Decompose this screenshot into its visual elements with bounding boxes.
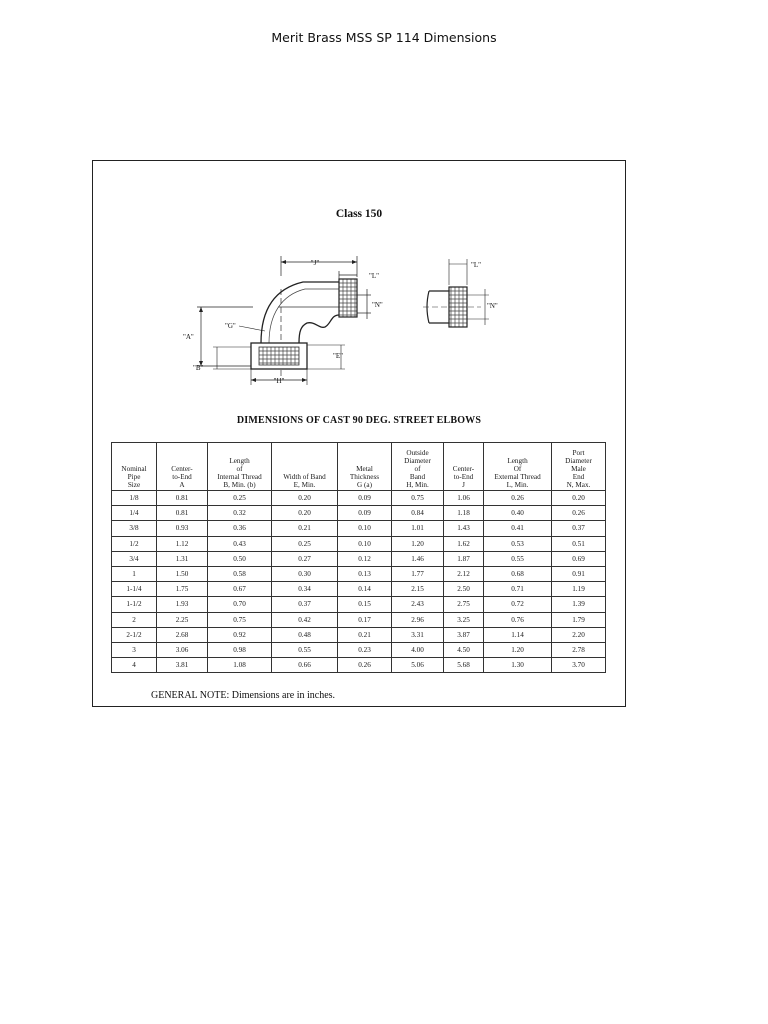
- pipe-size-cell: 1-1/4: [112, 582, 157, 597]
- column-header: [392, 443, 444, 491]
- dimension-cell: 0.69: [552, 551, 606, 566]
- dimension-cell: 0.68: [484, 566, 552, 581]
- dimension-cell: 0.55: [484, 551, 552, 566]
- dimension-cell: 1.75: [157, 582, 208, 597]
- dimension-cell: 0.72: [484, 597, 552, 612]
- table-row: [112, 658, 606, 673]
- dimension-cell: 0.58: [208, 566, 272, 581]
- dimension-cell: 0.21: [272, 521, 338, 536]
- dimension-cell: 0.75: [392, 491, 444, 506]
- column-header-line: Pipe: [127, 473, 141, 481]
- label-n: "N": [372, 301, 383, 309]
- elbow-inner-wall: [299, 315, 339, 343]
- table-row: [112, 551, 606, 566]
- dimension-cell: 2.68: [157, 627, 208, 642]
- dimension-cell: 1.20: [392, 536, 444, 551]
- pipe-size-cell: 1/2: [112, 536, 157, 551]
- dimension-cell: 1.43: [444, 521, 484, 536]
- dimension-cell: 0.34: [272, 582, 338, 597]
- dimensions-table: [111, 442, 606, 673]
- pipe-size-cell: 1-1/2: [112, 597, 157, 612]
- general-note: GENERAL NOTE: Dimensions are in inches.: [151, 690, 336, 701]
- column-header-line: of: [414, 465, 421, 473]
- dimension-cell: 1.06: [444, 491, 484, 506]
- dimension-cell: 0.41: [484, 521, 552, 536]
- column-header-line: Nominal: [121, 465, 147, 473]
- class-title: Class 150: [335, 208, 383, 220]
- dimension-cell: 2.96: [392, 612, 444, 627]
- column-header: [338, 443, 392, 491]
- column-header-line: to-End: [453, 473, 474, 481]
- dimension-cell: 0.70: [208, 597, 272, 612]
- column-header-line: Band: [409, 473, 426, 481]
- column-header-line: Center-: [452, 465, 475, 473]
- dimension-cell: 1.77: [392, 566, 444, 581]
- dimension-cell: 0.14: [338, 582, 392, 597]
- dimension-cell: 0.37: [552, 521, 606, 536]
- table-row: [112, 491, 606, 506]
- column-header-line: Male: [571, 465, 586, 473]
- table-row: [112, 536, 606, 551]
- column-header-line: E, Min.: [293, 481, 316, 489]
- label-n-side: "N": [487, 302, 498, 310]
- dimension-cell: 3.31: [392, 627, 444, 642]
- dimension-cell: 0.21: [338, 627, 392, 642]
- dimension-cell: 4.50: [444, 642, 484, 657]
- street-elbow-diagram: [93, 161, 627, 406]
- pipe-size-cell: 3/8: [112, 521, 157, 536]
- dimension-cell: 3.87: [444, 627, 484, 642]
- dimension-cell: 0.93: [157, 521, 208, 536]
- column-header-line: Thickness: [349, 473, 380, 481]
- column-header-line: B, Min. (b): [223, 481, 256, 489]
- pipe-size-cell: 4: [112, 658, 157, 673]
- dimension-cell: 2.78: [552, 642, 606, 657]
- dimension-cell: 2.15: [392, 582, 444, 597]
- dimension-cell: 1.39: [552, 597, 606, 612]
- column-header-line: Diameter: [404, 457, 431, 465]
- label-h: "H": [273, 377, 285, 385]
- table-title: DIMENSIONS OF CAST 90 DEG. STREET ELBOWS: [236, 415, 482, 426]
- table-row: [112, 597, 606, 612]
- dimension-cell: 0.50: [208, 551, 272, 566]
- dimension-cell: 0.91: [552, 566, 606, 581]
- dimension-cell: 0.32: [208, 506, 272, 521]
- pipe-size-cell: 3/4: [112, 551, 157, 566]
- column-header: [112, 443, 157, 491]
- dimension-cell: 0.12: [338, 551, 392, 566]
- column-header: [484, 443, 552, 491]
- column-header: [157, 443, 208, 491]
- pipe-size-cell: 2-1/2: [112, 627, 157, 642]
- column-header-line: A: [179, 481, 185, 489]
- dimension-cell: 1.14: [484, 627, 552, 642]
- dimension-cell: 0.66: [272, 658, 338, 673]
- dimension-cell: 0.53: [484, 536, 552, 551]
- dimension-cell: 0.20: [552, 491, 606, 506]
- dimension-cell: 0.30: [272, 566, 338, 581]
- dimension-cell: 3.25: [444, 612, 484, 627]
- column-header-line: of: [236, 465, 243, 473]
- dimension-cell: 0.13: [338, 566, 392, 581]
- dimension-cell: 1.46: [392, 551, 444, 566]
- column-header-line: G (a): [357, 481, 372, 489]
- column-header-line: Length: [229, 457, 250, 465]
- table-row: [112, 566, 606, 581]
- dimension-cell: 0.42: [272, 612, 338, 627]
- dimension-cell: 1.87: [444, 551, 484, 566]
- column-header: [552, 443, 606, 491]
- dimension-cell: 0.27: [272, 551, 338, 566]
- label-g: "G": [225, 322, 236, 330]
- header-row: [112, 443, 606, 491]
- dimension-cell: 1.19: [552, 582, 606, 597]
- dimension-cell: 0.17: [338, 612, 392, 627]
- dimension-cell: 0.36: [208, 521, 272, 536]
- dimension-cell: 0.26: [338, 658, 392, 673]
- column-header: [208, 443, 272, 491]
- dimension-cell: 2.75: [444, 597, 484, 612]
- column-header-line: Metal: [356, 465, 373, 473]
- dimension-cell: 0.81: [157, 491, 208, 506]
- dimension-cell: 0.48: [272, 627, 338, 642]
- label-j: "J": [310, 259, 320, 267]
- dimension-cell: 5.06: [392, 658, 444, 673]
- dimension-cell: 1.30: [484, 658, 552, 673]
- label-a: "A": [183, 333, 194, 341]
- column-header-line: Length: [507, 457, 528, 465]
- column-header-line: Width of Band: [283, 473, 326, 481]
- column-header-line: Outside: [406, 449, 429, 457]
- dimension-cell: 1.79: [552, 612, 606, 627]
- internal-thread: [259, 347, 299, 365]
- column-header-line: Diameter: [565, 457, 592, 465]
- dimension-cell: 1.31: [157, 551, 208, 566]
- dimension-cell: 0.40: [484, 506, 552, 521]
- pipe-size-cell: 2: [112, 612, 157, 627]
- dimension-cell: 0.71: [484, 582, 552, 597]
- table-row: [112, 642, 606, 657]
- label-b: "B": [193, 364, 204, 372]
- male-thread-end: [339, 279, 357, 317]
- dimension-cell: 1.20: [484, 642, 552, 657]
- dimension-cell: 0.26: [552, 506, 606, 521]
- dimension-cell: 3.70: [552, 658, 606, 673]
- dimension-cell: 0.55: [272, 642, 338, 657]
- dimension-cell: 1.93: [157, 597, 208, 612]
- column-header-line: to-End: [172, 473, 192, 481]
- dimension-cell: 0.10: [338, 536, 392, 551]
- table-row: [112, 627, 606, 642]
- dimension-cell: 0.51: [552, 536, 606, 551]
- column-header-line: Size: [127, 481, 141, 489]
- column-header-line: N, Max.: [566, 481, 591, 489]
- dimension-cell: 0.09: [338, 491, 392, 506]
- column-header: [272, 443, 338, 491]
- dimension-cell: 0.67: [208, 582, 272, 597]
- table-row: [112, 612, 606, 627]
- dimension-cell: 2.50: [444, 582, 484, 597]
- pipe-size-cell: 1/8: [112, 491, 157, 506]
- dimension-cell: 3.81: [157, 658, 208, 673]
- dimension-cell: 0.25: [272, 536, 338, 551]
- dimension-cell: 0.98: [208, 642, 272, 657]
- table-row: [112, 582, 606, 597]
- elbow-wall-inner-line: [269, 289, 339, 343]
- dimension-cell: 4.00: [392, 642, 444, 657]
- pipe-size-cell: 1/4: [112, 506, 157, 521]
- label-e: "E": [333, 352, 343, 360]
- dimension-cell: 0.76: [484, 612, 552, 627]
- column-header-line: Port: [572, 449, 585, 457]
- dimension-cell: 1.62: [444, 536, 484, 551]
- dimension-cell: 0.23: [338, 642, 392, 657]
- dimension-cell: 0.10: [338, 521, 392, 536]
- column-header-line: Of: [513, 465, 522, 473]
- column-header-line: End: [572, 473, 585, 481]
- dimension-cell: 0.84: [392, 506, 444, 521]
- column-header-line: H, Min.: [406, 481, 429, 489]
- dimension-cell: 0.81: [157, 506, 208, 521]
- dimension-cell: 0.92: [208, 627, 272, 642]
- dimension-cell: 2.12: [444, 566, 484, 581]
- pipe-size-cell: 1: [112, 566, 157, 581]
- table-row: [112, 506, 606, 521]
- page-title: Merit Brass MSS SP 114 Dimensions: [271, 30, 497, 45]
- dimension-cell: 2.25: [157, 612, 208, 627]
- dimension-cell: 3.06: [157, 642, 208, 657]
- column-header-line: Center-: [171, 465, 193, 473]
- column-header: [444, 443, 484, 491]
- dimension-cell: 1.12: [157, 536, 208, 551]
- column-header-line: Internal Thread: [217, 473, 262, 481]
- pipe-size-cell: 3: [112, 642, 157, 657]
- dimension-cell: 5.68: [444, 658, 484, 673]
- dimension-cell: 0.20: [272, 506, 338, 521]
- label-l-side: "L": [471, 261, 481, 269]
- dimension-cell: 2.43: [392, 597, 444, 612]
- dimension-cell: 0.75: [208, 612, 272, 627]
- dimension-cell: 0.20: [272, 491, 338, 506]
- dimension-cell: 1.18: [444, 506, 484, 521]
- dimension-cell: 1.08: [208, 658, 272, 673]
- dimension-cell: 1.01: [392, 521, 444, 536]
- dimension-cell: 1.50: [157, 566, 208, 581]
- label-l: "L": [369, 272, 379, 280]
- dimension-cell: 0.09: [338, 506, 392, 521]
- dimension-cell: 0.25: [208, 491, 272, 506]
- dimension-cell: 0.43: [208, 536, 272, 551]
- column-header-line: External Thread: [494, 473, 541, 481]
- table-row: [112, 521, 606, 536]
- dimension-cell: 0.37: [272, 597, 338, 612]
- dimension-cell: 0.15: [338, 597, 392, 612]
- column-header-line: J: [462, 481, 465, 489]
- dimension-cell: 2.20: [552, 627, 606, 642]
- dimension-cell: 0.26: [484, 491, 552, 506]
- column-header-line: L, Min.: [506, 481, 529, 489]
- scanned-figure: [92, 160, 626, 707]
